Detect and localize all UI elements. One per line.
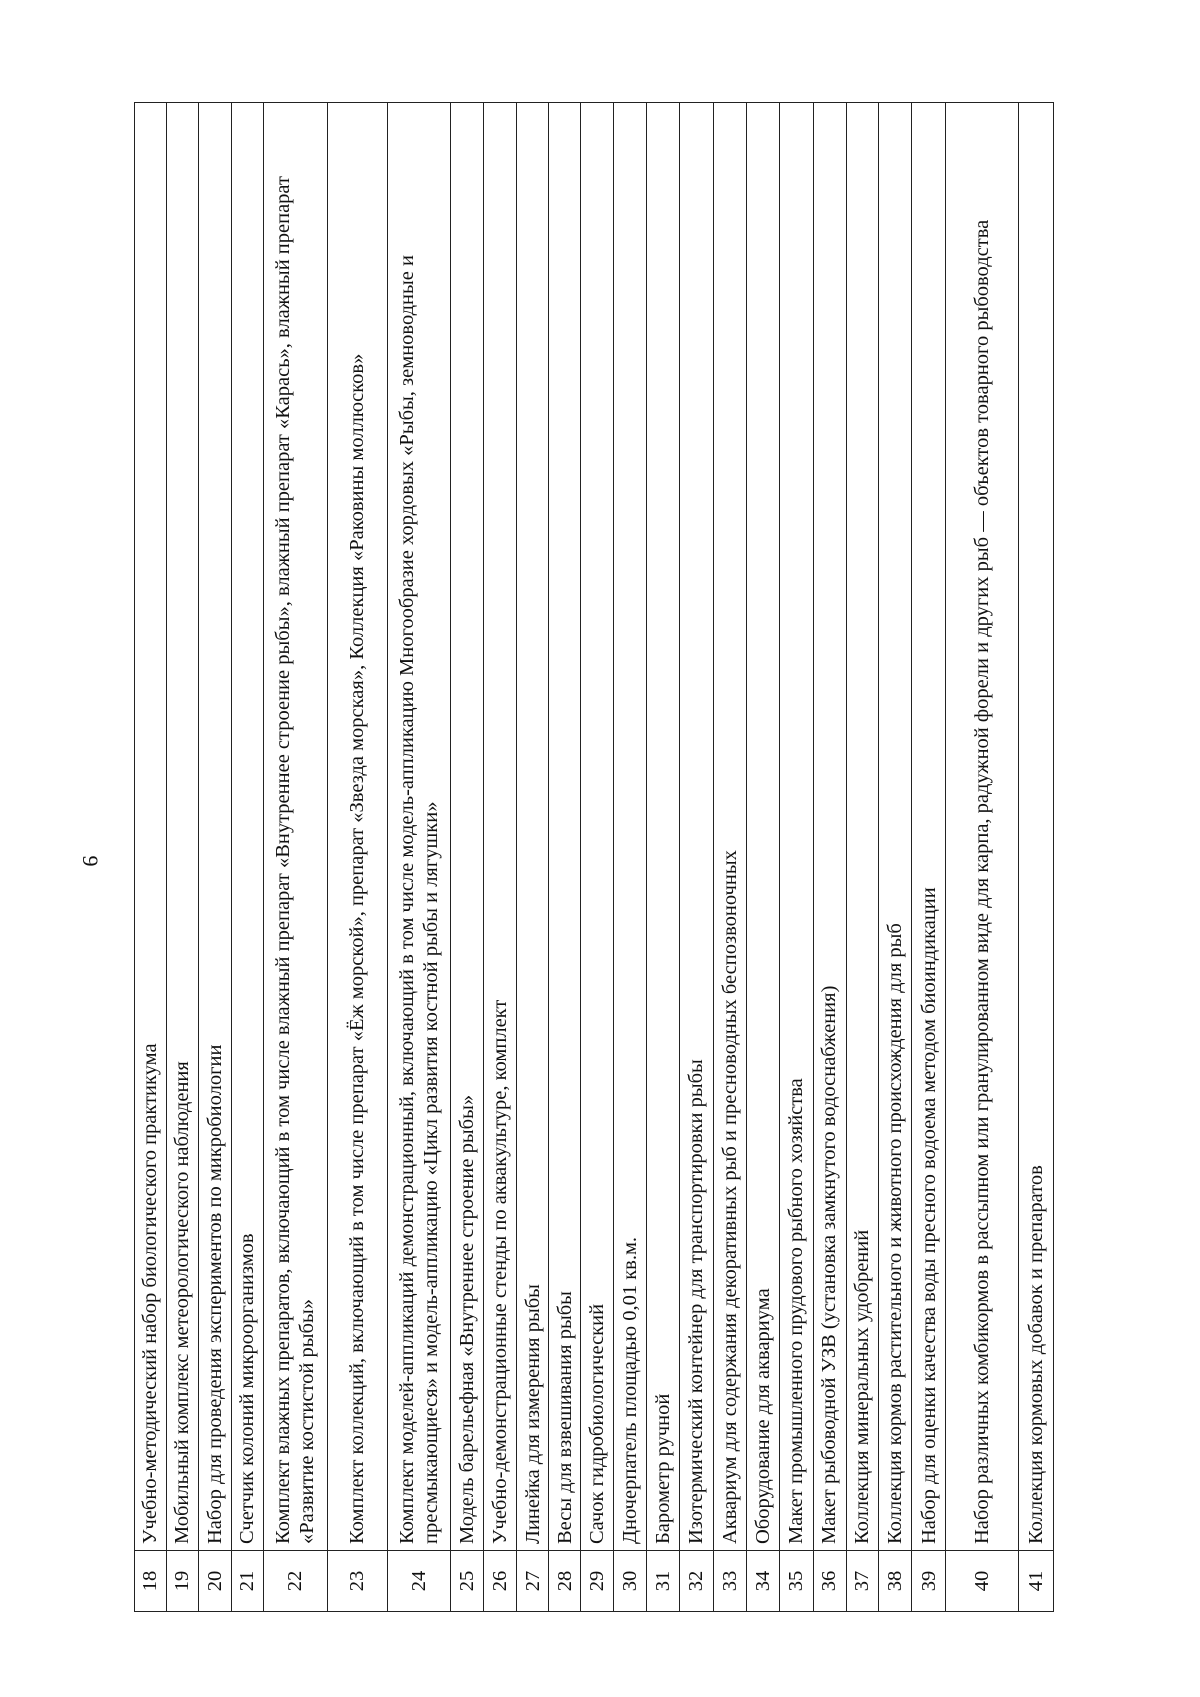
row-description: Изотермический контейнер для транспортировки рыбы <box>679 103 713 1551</box>
page-number: 9 <box>78 855 103 867</box>
row-number: 41 <box>1018 1551 1053 1612</box>
table-row <box>231 103 263 1612</box>
row-number: 40 <box>946 1551 1018 1612</box>
row-number: 35 <box>779 1551 813 1612</box>
row-number: 23 <box>327 1551 387 1612</box>
table-row <box>263 103 327 1612</box>
row-description: Барометр ручной <box>646 103 679 1551</box>
row-description: Линейка для измерения рыбы <box>517 103 549 1551</box>
row-description: Набор различных комбикормов в рассыпном или гранулированном виде для карпа, радужной форели и других рыб — объектов товарного рыбоводства <box>946 103 1018 1551</box>
row-description: Набор для проведения экспериментов по микробиологии <box>199 103 232 1551</box>
row-number: 26 <box>484 1551 517 1612</box>
row-description: Счетчик колоний микроорганизмов <box>231 103 263 1551</box>
row-description: Макет рыбоводной УЗВ (установка замкнутого водоснабжения) <box>813 103 846 1551</box>
table-row <box>614 103 647 1612</box>
row-number: 36 <box>813 1551 846 1612</box>
row-number: 29 <box>581 1551 614 1612</box>
row-number: 30 <box>614 1551 647 1612</box>
row-number: 38 <box>879 1551 912 1612</box>
row-number: 22 <box>263 1551 327 1612</box>
row-number: 19 <box>167 1551 199 1612</box>
row-number: 28 <box>549 1551 581 1612</box>
row-number: 32 <box>679 1551 713 1612</box>
row-description: Коллекция кормов растительного и животного происхождения для рыб <box>879 103 912 1551</box>
row-description: Комплект влажных препаратов, включающий в том числе влажный препарат «Внутреннее строение рыбы», влажный препарат «Карась», влажный препарат «Развитие костистой рыбы» <box>263 103 327 1551</box>
row-number: 39 <box>912 1551 946 1612</box>
row-number: 20 <box>199 1551 232 1612</box>
row-description: Оборудование для аквариума <box>746 103 779 1551</box>
table-row <box>135 103 167 1612</box>
table-row <box>713 103 746 1612</box>
row-description: Комплект моделей-аппликаций демонстрационный, включающий в том числе модель-аппликацию Многообразие хордовых «Рыбы, земноводные и пресмыкающиеся» и модель-аппликацию «Цикл развития костной рыбы и лягушки» <box>387 103 451 1551</box>
table-row <box>946 103 1018 1612</box>
row-description: Модель барельефная «Внутреннее строение рыбы» <box>451 103 484 1551</box>
row-number: 21 <box>231 1551 263 1612</box>
table-container <box>134 102 1054 1612</box>
table-row <box>581 103 614 1612</box>
table-row <box>846 103 879 1612</box>
row-description: Учебно-демонстрационные стенды по аквакультуре, комплект <box>484 103 517 1551</box>
row-description: Аквариум для содержания декоративных рыб и пресноводных беспозвоночных <box>713 103 746 1551</box>
table-row <box>549 103 581 1612</box>
table-row <box>387 103 451 1612</box>
table-row <box>517 103 549 1612</box>
table-row <box>199 103 232 1612</box>
table-row <box>327 103 387 1612</box>
row-description: Макет промышленного прудового рыбного хозяйства <box>779 103 813 1551</box>
table-row <box>167 103 199 1612</box>
row-number: 34 <box>746 1551 779 1612</box>
row-description: Набор для оценки качества воды пресного водоема методом биоиндикации <box>912 103 946 1551</box>
row-number: 37 <box>846 1551 879 1612</box>
row-description: Сачок гидробиологический <box>581 103 614 1551</box>
table-row <box>484 103 517 1612</box>
row-number: 25 <box>451 1551 484 1612</box>
row-number: 31 <box>646 1551 679 1612</box>
row-description: Мобильный комплекс метеорологического наблюдения <box>167 103 199 1551</box>
table-row <box>746 103 779 1612</box>
row-description: Весы для взвешивания рыбы <box>549 103 581 1551</box>
table-row <box>779 103 813 1612</box>
table-row <box>813 103 846 1612</box>
table-row <box>1018 103 1053 1612</box>
table-row <box>646 103 679 1612</box>
table-row <box>912 103 946 1612</box>
row-description: Коллекция минеральных удобрений <box>846 103 879 1551</box>
row-number: 24 <box>387 1551 451 1612</box>
table-row <box>879 103 912 1612</box>
table-body <box>135 103 1054 1612</box>
row-number: 18 <box>135 1551 167 1612</box>
row-description: Коллекция кормовых добавок и препаратов <box>1018 103 1053 1551</box>
row-description: Дночерпатель площадью 0,01 кв.м. <box>614 103 647 1551</box>
row-number: 27 <box>517 1551 549 1612</box>
row-number: 33 <box>713 1551 746 1612</box>
table-row <box>679 103 713 1612</box>
row-description: Учебно-методический набор биологического практикума <box>135 103 167 1551</box>
row-description: Комплект коллекций, включающий в том числе препарат «Ёж морской», препарат «Звезда морская», Коллекция «Раковины моллюсков» <box>327 103 387 1551</box>
table-row <box>451 103 484 1612</box>
equipment-table <box>134 102 1054 1612</box>
